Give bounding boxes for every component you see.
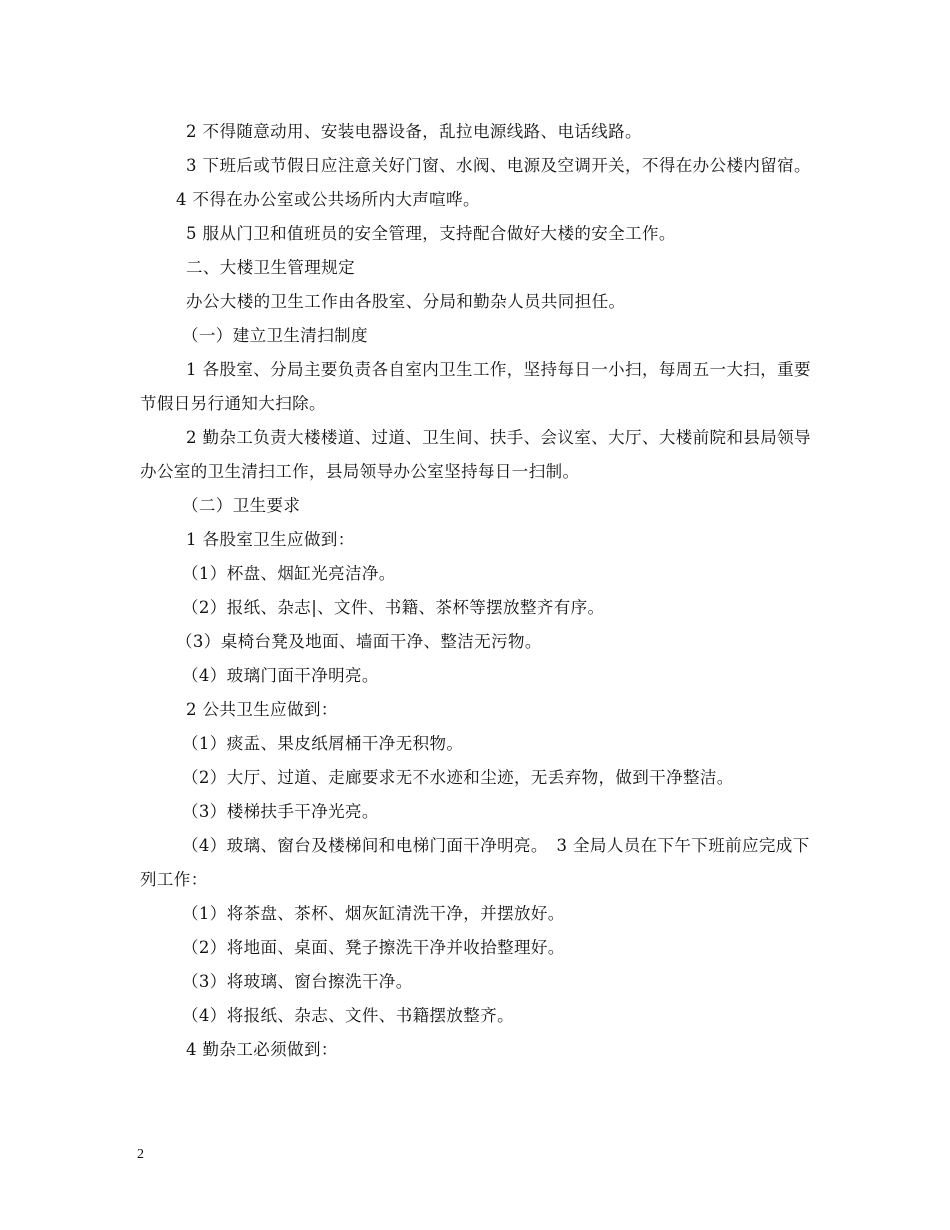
list-item: （3）将玻璃、窗台擦洗干净。	[182, 972, 413, 991]
paragraph: 2 勤杂工负责大楼楼道、过道、卫生间、扶手、会议室、大厅、大楼前院和县局领导办公室的卫生清扫工作，县局领导办公室坚持每日一扫制。	[140, 428, 811, 481]
paragraph: 1 各股室、分局主要负责各自室内卫生工作，坚持每日一小扫，每周五一大扫，重要节假日另行通知大扫除。	[140, 360, 811, 413]
list-item: （1）杯盘、烟缸光亮洁净。	[182, 564, 396, 583]
page-number: 2	[137, 1147, 144, 1162]
paragraph: 办公大楼的卫生工作由各股室、分局和勤杂人员共同担任。	[186, 292, 626, 311]
list-item: （3）楼梯扶手干净光亮。	[182, 802, 379, 821]
list-item: （2）大厅、过道、走廊要求无不水迹和尘迹，无丢弃物，做到干净整洁。	[182, 768, 734, 787]
list-item: （4）将报纸、杂志、文件、书籍摆放整齐。	[182, 1006, 514, 1025]
list-item: （2）报纸、杂志|、文件、书籍、茶杯等摆放整齐有序。	[182, 598, 605, 617]
paragraph: 1 各股室卫生应做到：	[186, 530, 355, 549]
paragraph: 5 服从门卫和值班员的安全管理，支持配合做好大楼的安全工作。	[186, 224, 676, 243]
paragraph: 4 不得在办公室或公共场所内大声喧哗。	[176, 190, 480, 209]
paragraph: 2 不得随意动用、安装电器设备，乱拉电源线路、电话线路。	[186, 122, 642, 141]
list-item: （4）玻璃门面干净明亮。	[182, 666, 379, 685]
paragraph: 2 公共卫生应做到：	[186, 700, 338, 719]
list-item: （2）将地面、桌面、凳子擦洗干净并收拾整理好。	[182, 938, 565, 957]
subsection-heading: （一）建立卫生清扫制度	[182, 326, 368, 345]
list-item: （1）痰盂、果皮纸屑桶干净无积物。	[182, 734, 464, 753]
list-item: （1）将茶盘、茶杯、烟灰缸清洗干净，并摆放好。	[182, 904, 565, 923]
section-heading: 二、大楼卫生管理规定	[186, 258, 355, 277]
paragraph: 4 勤杂工必须做到：	[186, 1040, 338, 1059]
list-item: （4）玻璃、窗台及楼梯间和电梯门面干净明亮。 3 全局人员在下午下班前应完成下列工作：	[140, 836, 810, 889]
paragraph: 3 下班后或节假日应注意关好门窗、水阀、电源及空调开关，不得在办公楼内留宿。	[186, 156, 811, 175]
subsection-heading: （二）卫生要求	[182, 496, 301, 515]
list-item: （3）桌椅台凳及地面、墙面干净、整洁无污物。	[176, 632, 542, 651]
document-body	[140, 115, 812, 1067]
